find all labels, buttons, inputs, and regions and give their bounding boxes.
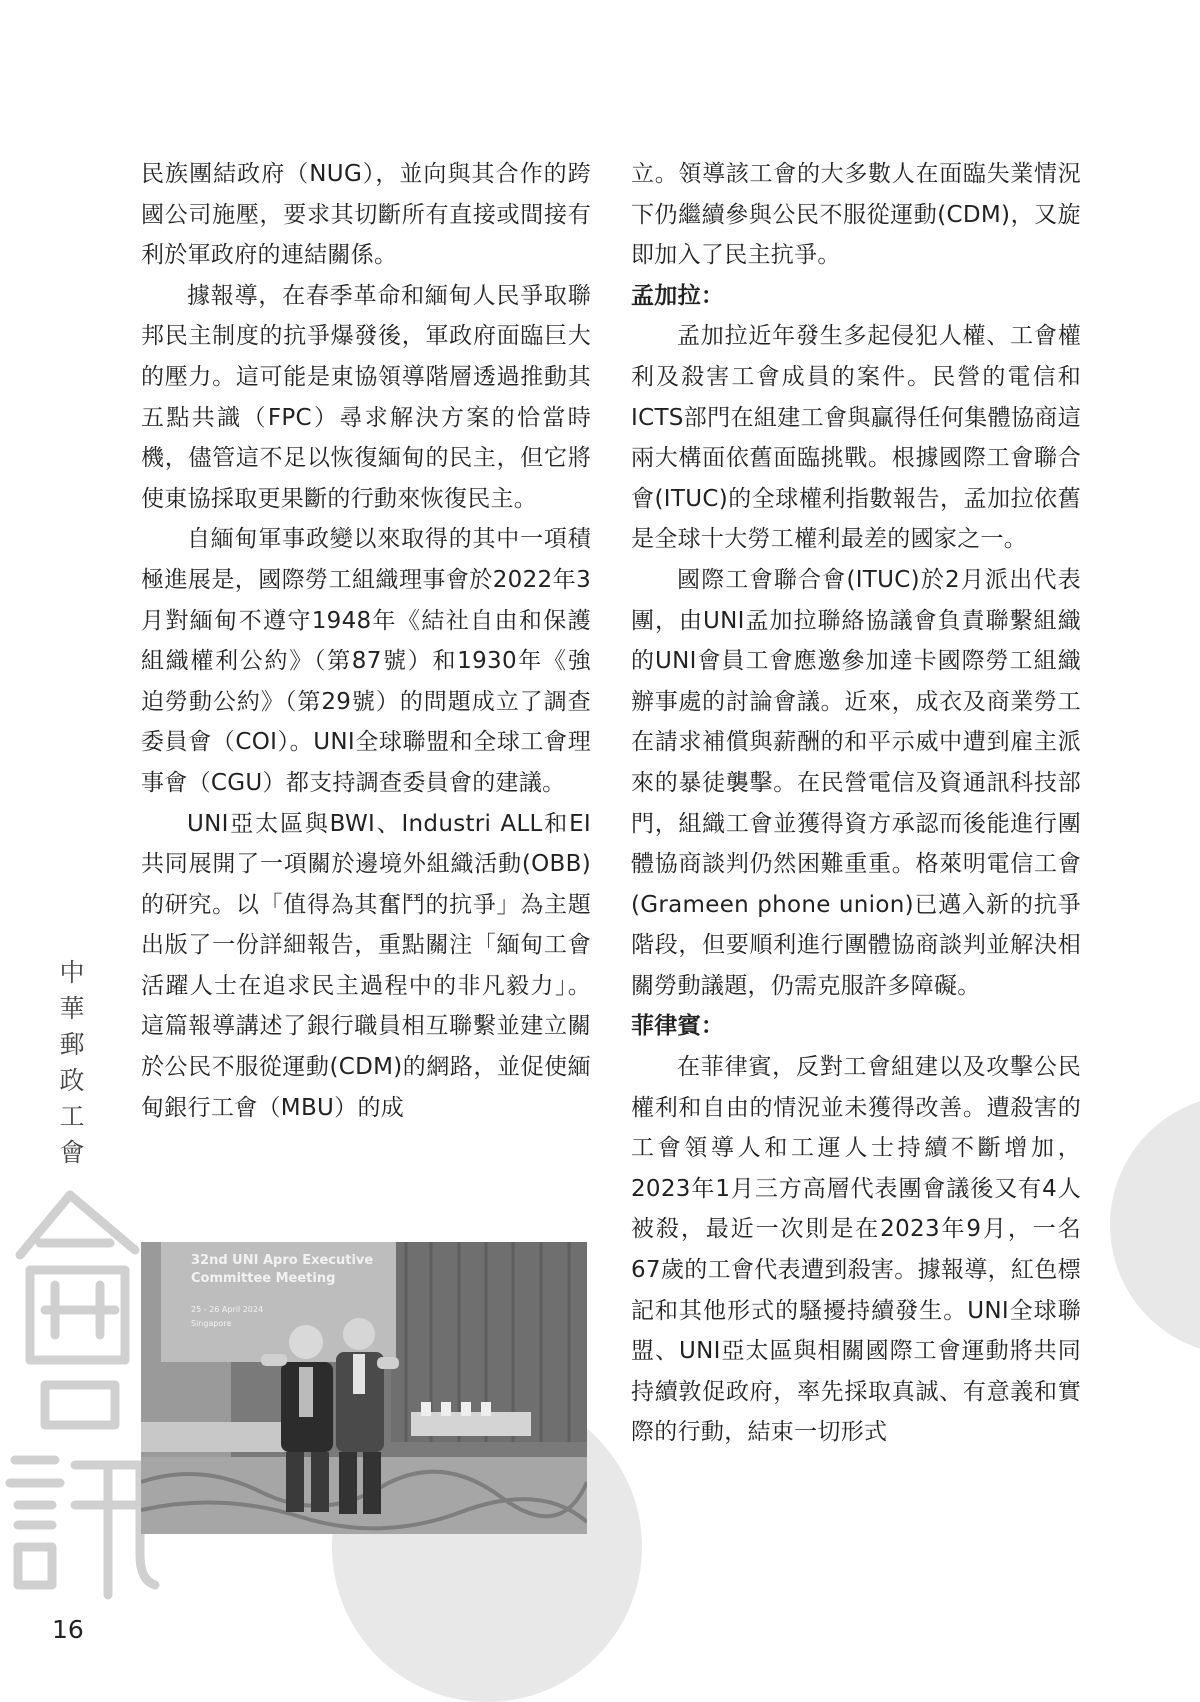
section-heading-bangladesh: 孟加拉： bbox=[631, 282, 725, 309]
side-title-char: 會 bbox=[59, 1138, 85, 1167]
paragraph: 據報導，在春季革命和緬甸人民爭取聯邦民主制度的抗爭爆發後，軍政府面臨巨大的壓力。這可能是東協領導階層透過推動其五點共識（FPC）尋求解決方案的恰當時機，儘管這不足以恢復緬甸的民主，但它將使東協採取更果斷的行動來恢復民主。 bbox=[141, 282, 591, 512]
banner-dates: 25 - 26 April 2024 bbox=[191, 1305, 264, 1314]
side-title-char: 郵 bbox=[59, 1030, 85, 1059]
right-text-column bbox=[631, 154, 1081, 1453]
meeting-photo bbox=[141, 1242, 587, 1534]
side-title-char: 中 bbox=[59, 958, 85, 987]
paragraph: 國際工會聯合會(ITUC)於2月派出代表團，由UNI孟加拉聯絡協議會負責聯繫組織的UNI會員工會應邀參加達卡國際勞工組織辦事處的討論會議。近來，成衣及商業勞工在請求補償與薪酬的和平示威中遭到雇主派來的暴徒襲擊。在民營電信及資通訊科技部門，組織工會並獲得資方承認而後能進行團體協商談判仍然困難重重。格萊明電信工會(Grameen phone union)已邁入新的抗爭階段，但要順利進行團體協商談判並解決相關勞動議題，仍需克服許多障礙。 bbox=[631, 566, 1081, 999]
section-heading-philippines: 菲律賓： bbox=[631, 1013, 725, 1040]
paragraph: UNI亞太區與BWI、Industri ALL和EI共同展開了一項關於邊境外組織活動(OBB)的研究。以「值得為其奮鬥的抗爭」為主題出版了一份詳細報告，重點關注「緬甸工會活躍人士在追求民主過程中的非凡毅力」。這篇報導講述了銀行職員相互聯繫並建立關於公民不服從運動(CDM)的網路，並促使緬甸銀行工會（MBU）的成 bbox=[141, 810, 591, 1121]
side-title-char: 華 bbox=[59, 994, 85, 1023]
side-title-char: 政 bbox=[59, 1066, 85, 1095]
paragraph: 在菲律賓，反對工會組建以及攻擊公民權利和自由的情況並未獲得改善。遭殺害的工會領導人和工運人士持續不斷增加，2023年1月三方高層代表團會議後又有4人被殺，最近一次則是在2023年9月，一名67歲的工會代表遭到殺害。據報導，紅色標記和其他形式的騷擾持續發生。UNI全球聯盟、UNI亞太區與相關國際工會運動將共同持續敦促政府，率先採取真誠、有意義和實際的行動，結束一切形式 bbox=[631, 1054, 1081, 1446]
side-title-vertical bbox=[52, 955, 92, 1171]
page-number: 16 bbox=[52, 1615, 84, 1644]
left-text-column bbox=[141, 154, 591, 1128]
paragraph: 孟加拉近年發生多起侵犯人權、工會權利及殺害工會成員的案件。民營的電信和ICTS部門在組建工會與贏得任何集體協商這兩大構面依舊面臨挑戰。根據國際工會聯合會(ITUC)的全球權利指數報告，孟加拉依舊是全球十大勞工權利最差的國家之一。 bbox=[631, 323, 1081, 553]
banner-title-line1: 32nd UNI Apro Executive bbox=[191, 1253, 374, 1268]
decorative-circle-right bbox=[1110, 1095, 1200, 1355]
banner-location: Singapore bbox=[191, 1319, 232, 1328]
paragraph: 自緬甸軍事政變以來取得的其中一項積極進展是，國際勞工組織理事會於2022年3月對緬甸不遵守1948年《結社自由和保護組織權利公約》（第87號）和1930年《強迫勞動公約》（第29號）的問題成立了調查委員會（COI）。UNI全球聯盟和全球工會理事會（CGU）都支持調查委員會的建議。 bbox=[141, 526, 591, 796]
side-title-char: 工 bbox=[59, 1102, 85, 1131]
watermark-calligraphy bbox=[0, 1185, 160, 1605]
paragraph-continuation: 民族團結政府（NUG），並向與其合作的跨國公司施壓，要求其切斷所有直接或間接有利於軍政府的連結關係。 bbox=[141, 161, 591, 269]
paragraph-continuation: 立。領導該工會的大多數人在面臨失業情況下仍繼續參與公民不服從運動(CDM)，又旋即加入了民主抗爭。 bbox=[631, 161, 1081, 269]
banner-title-line2: Committee Meeting bbox=[191, 1271, 336, 1286]
